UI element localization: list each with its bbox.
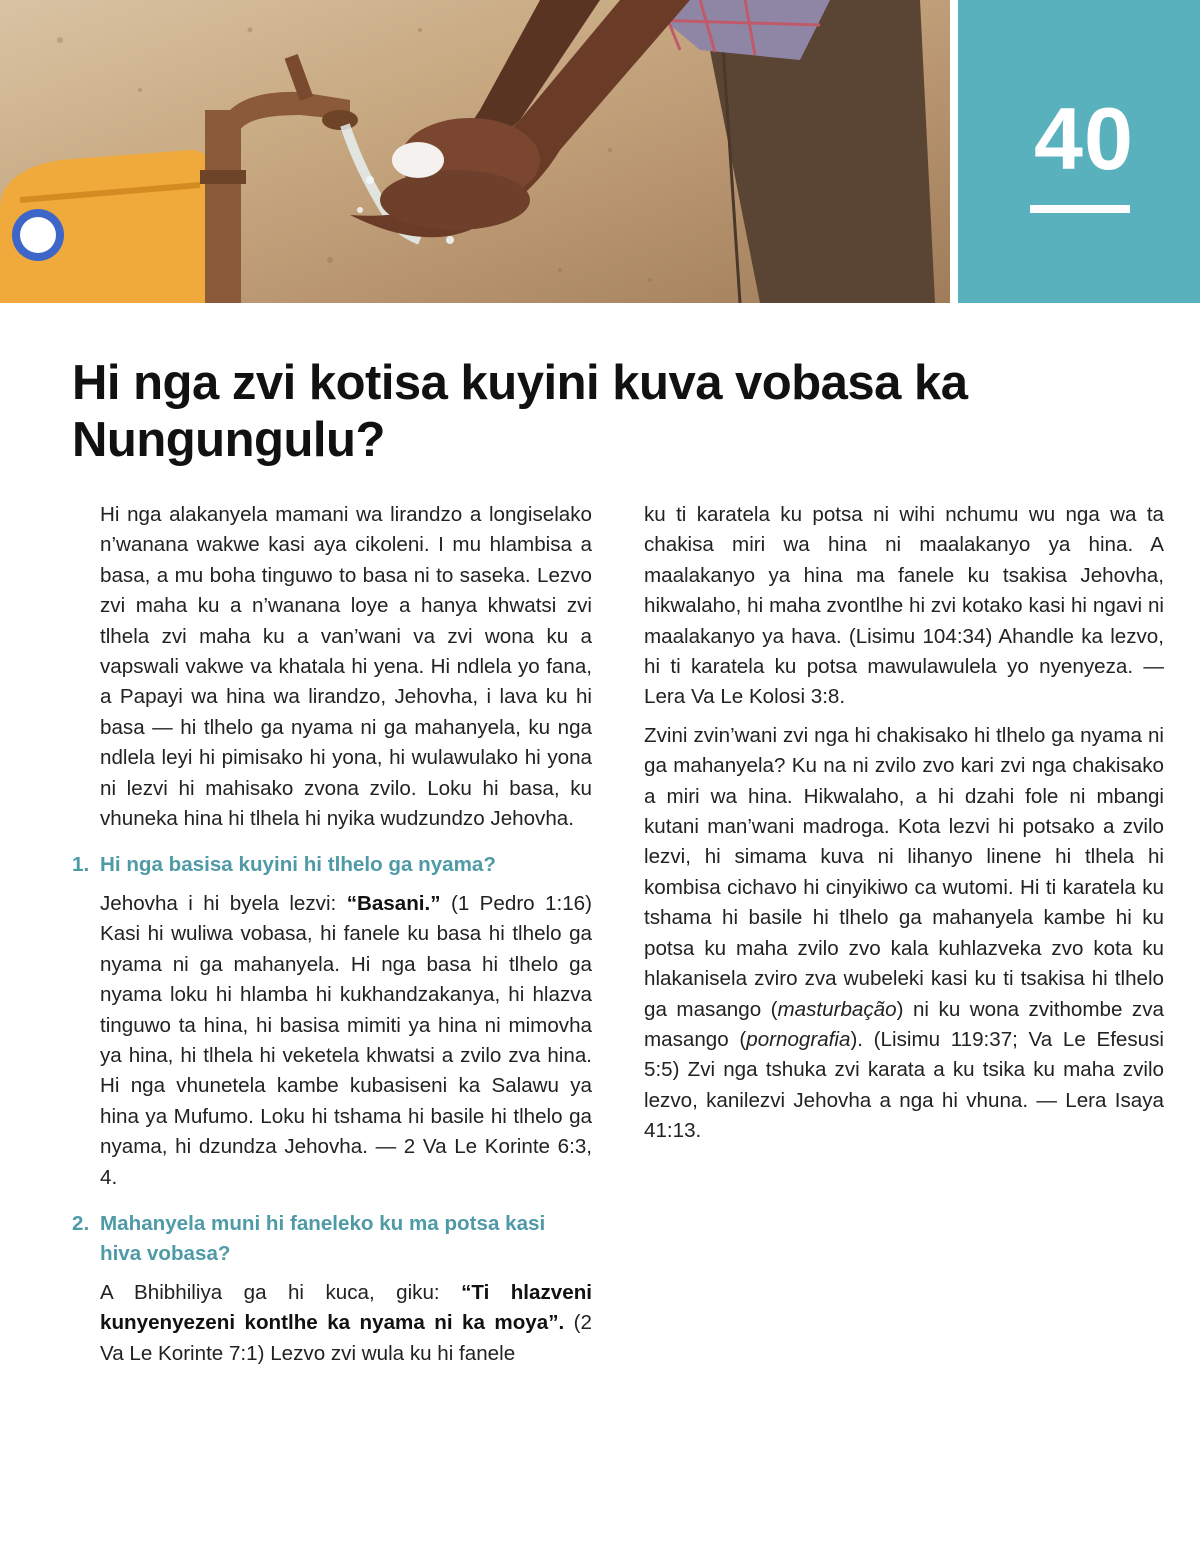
lesson-number-underline — [1030, 205, 1130, 213]
answer-2-quote: “Ti hlazveni kunyenyezeni kontlhe ka nyama ni ka moya”. — [100, 1280, 592, 1335]
answer-2b-part-c: ). (Lisimu 119:37; Va Le Efesusi 5:5) Zvi nga tshuka zvi karata a ku tsika ku maha zvilo lezvo, kanilezvi Jehovha a nga hi vhuna. — Lera Isaya 41:13. — [644, 1027, 1164, 1143]
answer-2-body: (2 Va Le Korinte 7:1) Lezvo zvi wula ku hi fanele — [100, 1311, 592, 1365]
question-2-number: 2. — [72, 1211, 90, 1235]
answer-2b-part-a: Zvini zvin’wani zvi nga hi chakisako hi tlhelo ga nyama ni ga mahanyela? Ku na ni zvilo zvo kari zvi nga chakisako a miri wa hina. Hikwalaho, a hi dzahi fole ni mbangi kutani man’wani madroga. Kota lezvi hi potsako a zvilo lezvi, hi simama kuva ni lihanyo linene hi tlhela hi kombisa cichavo hi cinyikiwo ca wutomi. Hi ti karatela ku tshama hi basile hi tlhelo ga mahanyela kambe hi ku potsa ku maha zvilo zvo kala kuhlazveka zvo kota ku hlakanisela zviro zva wubeleki kasi ku ti tsakisa hi tlhelo ga masango ( — [644, 723, 1164, 1021]
intro-paragraph: Hi nga alakanyela mamani wa lirandzo a longiselako n’wanana wakwe kasi aya cikoleni. I mu hlambisa a basa, a mu boha tinguwo to basa ni to saseka. Lezvo zvi maha ku a n’wanana loye a hanya khwatsi zvi tlhela zvi maha ku a van’wani va zvi wona ku a vapswali vakwe va khatala hi yena. Hi ndlela yo fana, a Papayi wa hina wa lirandzo, Jehovha, i lava ku hi basa — hi tlhelo ga nyama ni ga mahanyela, ku nga ndlela leyi hi pimisako hi yona, hi wulawulako hi yona ni lezvi hi mahisako zvona zvilo. Loku hi basa, ku vhuneka hina hi tlhela hi nyika wudzundzo Jehovha. — [100, 503, 592, 831]
lesson-number: 40 — [1034, 89, 1134, 188]
answer-2-paragraph — [72, 1278, 592, 1369]
question-1-heading — [72, 850, 592, 880]
question-1-text: Hi nga basisa kuyini hi tlhelo ga nyama? — [100, 853, 496, 877]
right-column — [644, 500, 1164, 1155]
question-2-text: Mahanyela muni hi faneleko ku ma potsa kasi hiva vobasa? — [100, 1211, 546, 1266]
term-pornografia: pornografia — [746, 1027, 851, 1051]
answer-1-body: (1 Pedro 1:16) Kasi hi wuliwa vobasa, hi fanele ku basa hi tlhelo ga nyama ni ga mahanyela. Hi nga basa hi tlhelo ga nyama loku hi hlamba hi kukhandzakanya, hi hlazva tinguwo ta hina, hi basisa mimiti ya hina ni mimovha ya hina, hi tlhela hi veketela khwatsi a zvilo zva hina. Hi nga vhunetela kambe kubasiseni ka Salawu ya hina ya Mufumo. Loku hi tshama hi basile hi tlhelo ga nyama, hi dzundza Jehovha. — 2 Va Le Korinte 6:3, 4. — [100, 891, 592, 1189]
answer-2b-part-b: ) ni ku wona zvithombe zva masango ( — [644, 997, 1164, 1051]
lesson-number-box — [958, 0, 1200, 303]
answer-1-quote: “Basani.” — [346, 891, 441, 915]
answer-2-continued: ku ti karatela ku potsa ni wihi nchumu wu nga wa ta chakisa miri wa hina ni maalakanyo ya hina. A maalakanyo ya hina ma fanele ku tsakisa Jehovha, hikwalaho, hi maha zvontlhe hi zvi kotako kasi hi ngavi ni maalakanyo ya hava. (Lisimu 104:34) Ahandle ka lezvo, hi ti karatela ku potsa mawulawulela yo nyenyeza. — Lera Va Le Kolosi 3:8. — [644, 503, 1164, 709]
term-masturbacao: masturbação — [777, 997, 897, 1021]
question-1-number: 1. — [72, 853, 90, 877]
hand-washing-illustration — [0, 0, 950, 303]
answer-2-lead: A Bhibhiliya ga hi kuca, giku: — [100, 1280, 462, 1304]
answer-1-lead: Jehovha i hi byela lezvi: — [100, 891, 347, 915]
question-2-heading — [72, 1209, 592, 1270]
answer-2-second-paragraph — [644, 721, 1164, 1147]
left-column — [72, 500, 592, 1369]
lesson-title: Hi nga zvi kotisa kuyini kuva vobasa ka Nungungulu? — [72, 356, 968, 467]
hero-photo — [0, 0, 950, 303]
answer-1-paragraph — [72, 889, 592, 1193]
